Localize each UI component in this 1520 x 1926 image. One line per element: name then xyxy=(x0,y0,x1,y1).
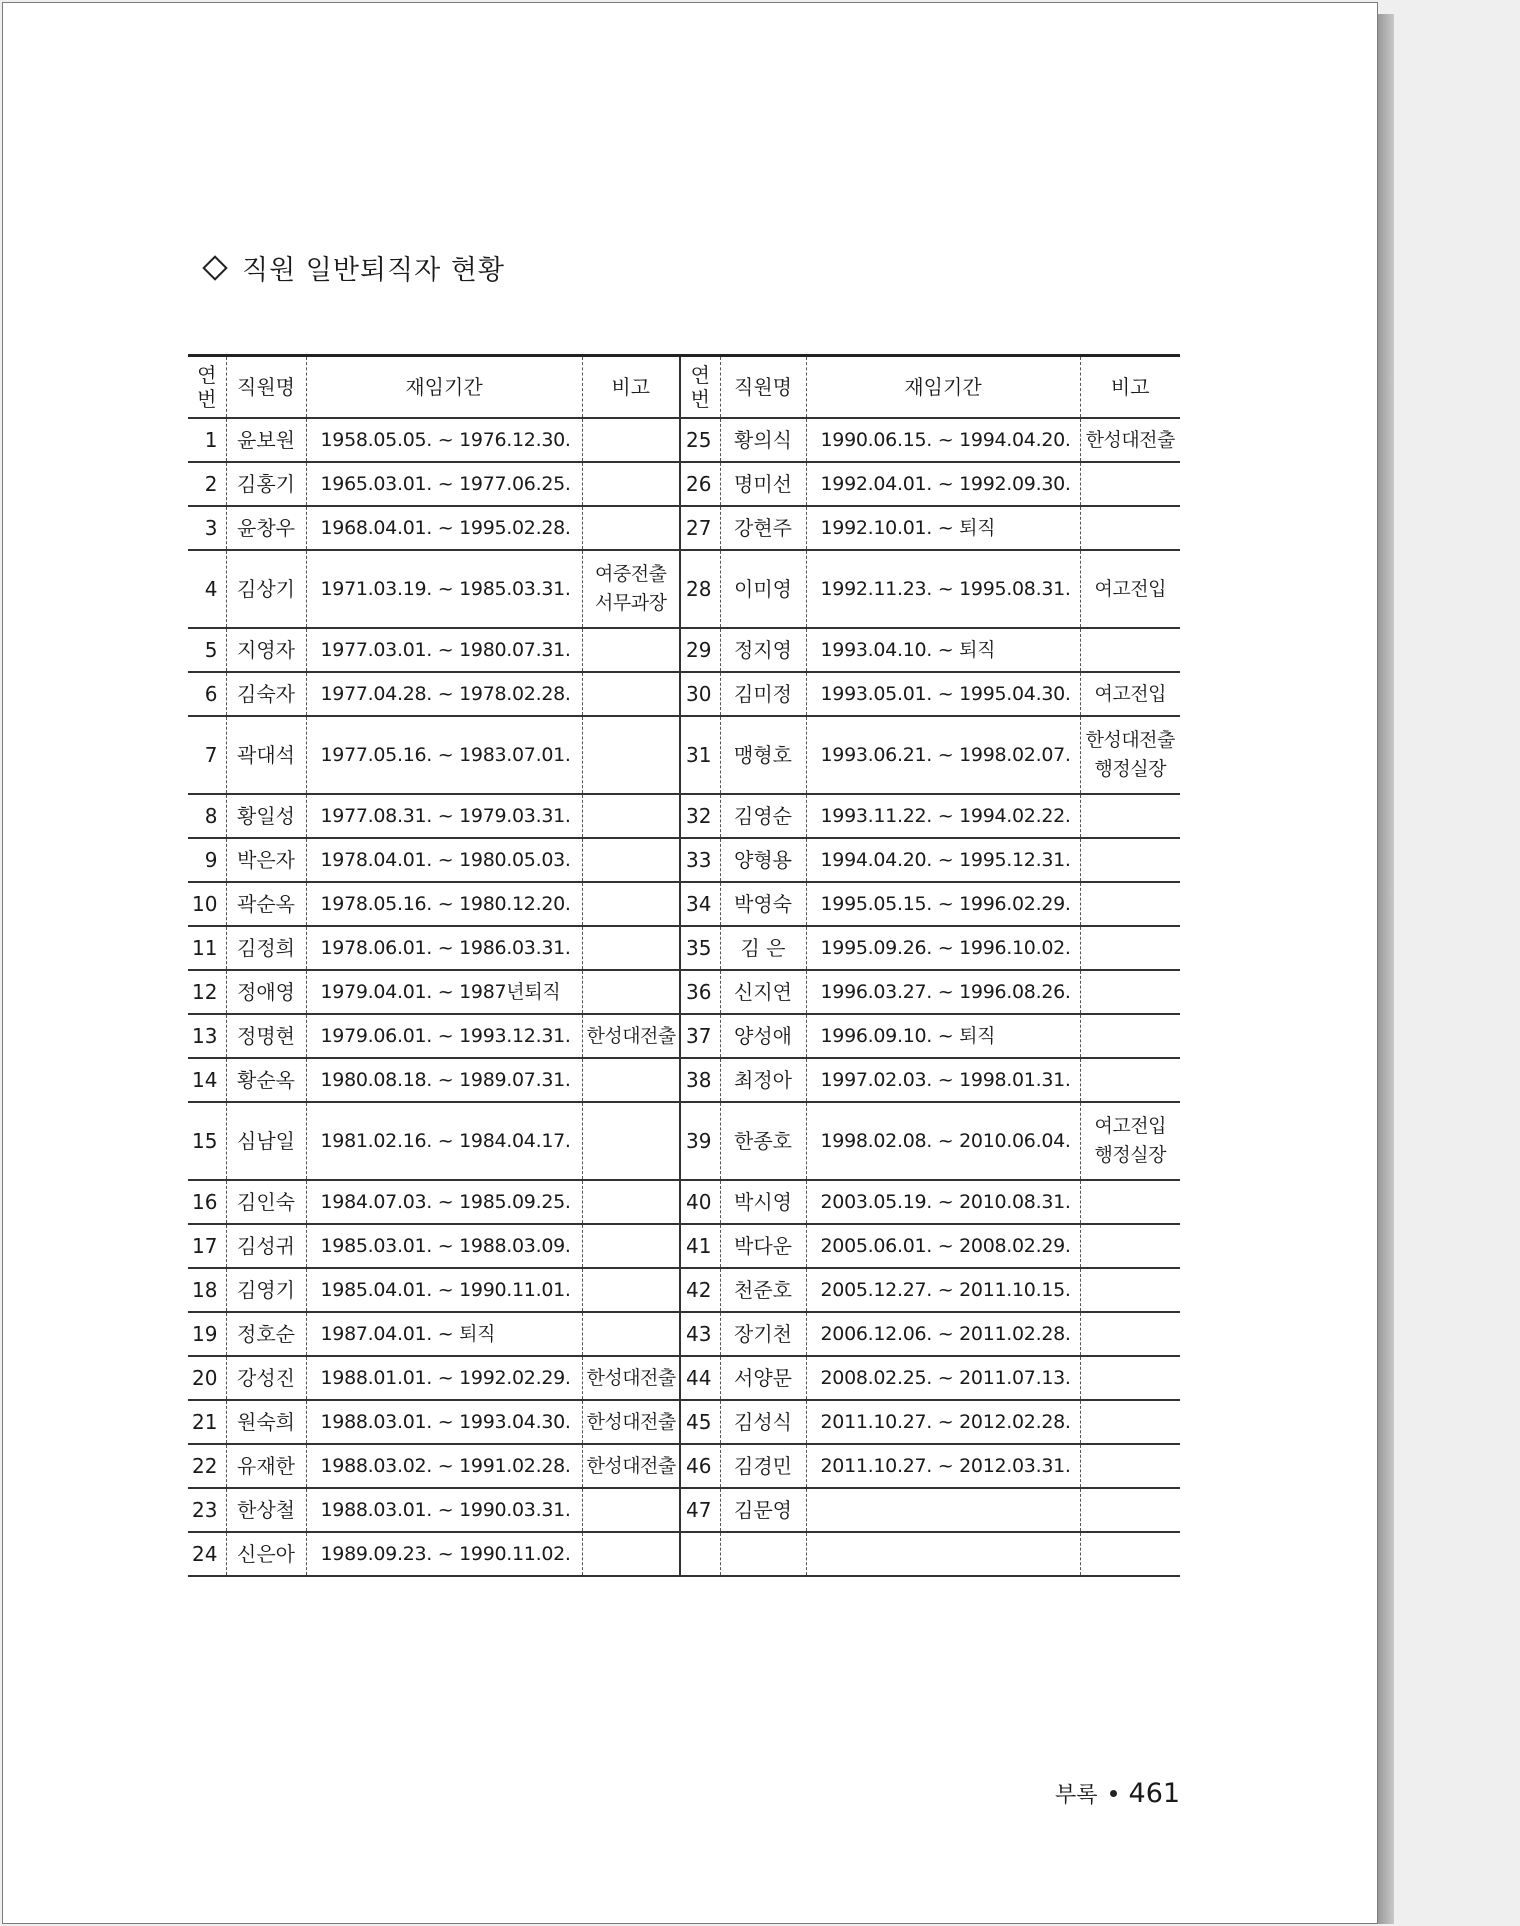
cell-period: 1995.09.26. ~ 1996.10.02. xyxy=(806,926,1080,970)
cell-note xyxy=(1080,1102,1180,1180)
table-row xyxy=(188,882,1180,926)
cell-note: 한성대전출 xyxy=(582,1444,680,1488)
table-row xyxy=(188,506,1180,550)
cell-num: 10 xyxy=(188,882,226,926)
cell-num: 34 xyxy=(680,882,720,926)
table-row xyxy=(188,550,1180,628)
cell-note xyxy=(582,418,680,462)
footer-section-label: 부록 xyxy=(1055,1783,1098,1808)
cell-name: 지영자 xyxy=(226,628,306,672)
cell-num: 9 xyxy=(188,838,226,882)
cell-period: 1993.05.01. ~ 1995.04.30. xyxy=(806,672,1080,716)
cell-note xyxy=(582,1180,680,1224)
cell-num: 26 xyxy=(680,462,720,506)
cell-period: 1993.04.10. ~ 퇴직 xyxy=(806,628,1080,672)
bullet-dot-icon xyxy=(1110,1790,1117,1797)
cell-note xyxy=(1080,970,1180,1014)
table-row xyxy=(188,794,1180,838)
cell-period: 1993.11.22. ~ 1994.02.22. xyxy=(806,794,1080,838)
cell-note: 한성대전출 xyxy=(582,1014,680,1058)
header-name: 직원명 xyxy=(226,356,306,419)
diamond-bullet-icon xyxy=(202,255,227,280)
cell-period: 1965.03.01. ~ 1977.06.25. xyxy=(306,462,582,506)
cell-num: 45 xyxy=(680,1400,720,1444)
cell-num: 6 xyxy=(188,672,226,716)
cell-num: 32 xyxy=(680,794,720,838)
cell-name: 윤보원 xyxy=(226,418,306,462)
cell-name: 김인숙 xyxy=(226,1180,306,1224)
cell-name: 김성식 xyxy=(720,1400,806,1444)
cell-num: 15 xyxy=(188,1102,226,1180)
cell-name: 장기천 xyxy=(720,1312,806,1356)
cell-note xyxy=(1080,716,1180,794)
cell-period: 1980.08.18. ~ 1989.07.31. xyxy=(306,1058,582,1102)
cell-period: 1989.09.23. ~ 1990.11.02. xyxy=(306,1532,582,1576)
note-line: 여고전입 xyxy=(1094,1115,1166,1137)
cell-period: 1978.05.16. ~ 1980.12.20. xyxy=(306,882,582,926)
cell-num: 40 xyxy=(680,1180,720,1224)
cell-num: 3 xyxy=(188,506,226,550)
cell-note xyxy=(1080,1014,1180,1058)
cell-note xyxy=(1080,882,1180,926)
cell-name: 김숙자 xyxy=(226,672,306,716)
cell-num: 14 xyxy=(188,1058,226,1102)
table-header-row xyxy=(188,356,1180,419)
header-num: 연 번 xyxy=(680,356,720,419)
cell-name: 김문영 xyxy=(720,1488,806,1532)
cell-num: 23 xyxy=(188,1488,226,1532)
cell-name: 황일성 xyxy=(226,794,306,838)
cell-note xyxy=(582,462,680,506)
cell-period xyxy=(806,1488,1080,1532)
cell-num: 39 xyxy=(680,1102,720,1180)
cell-note: 한성대전출 xyxy=(1080,418,1180,462)
cell-num: 8 xyxy=(188,794,226,838)
cell-num: 47 xyxy=(680,1488,720,1532)
cell-period: 1977.05.16. ~ 1983.07.01. xyxy=(306,716,582,794)
cell-num: 30 xyxy=(680,672,720,716)
header-period: 재임기간 xyxy=(806,356,1080,419)
cell-name: 곽순옥 xyxy=(226,882,306,926)
cell-num: 16 xyxy=(188,1180,226,1224)
table-row xyxy=(188,1312,1180,1356)
cell-period: 2011.10.27. ~ 2012.02.28. xyxy=(806,1400,1080,1444)
cell-period: 1984.07.03. ~ 1985.09.25. xyxy=(306,1180,582,1224)
table-row xyxy=(188,1444,1180,1488)
cell-period: 1985.04.01. ~ 1990.11.01. xyxy=(306,1268,582,1312)
header-note: 비고 xyxy=(582,356,680,419)
table-row xyxy=(188,1532,1180,1576)
section-title-text: 직원 일반퇴직자 현황 xyxy=(242,255,505,286)
cell-period: 2011.10.27. ~ 2012.03.31. xyxy=(806,1444,1080,1488)
table-row xyxy=(188,926,1180,970)
cell-note xyxy=(582,1224,680,1268)
table-row xyxy=(188,1180,1180,1224)
cell-num: 37 xyxy=(680,1014,720,1058)
cell-period: 1977.08.31. ~ 1979.03.31. xyxy=(306,794,582,838)
cell-num: 1 xyxy=(188,418,226,462)
cell-period: 1998.02.08. ~ 2010.06.04. xyxy=(806,1102,1080,1180)
cell-num: 4 xyxy=(188,550,226,628)
cell-note: 여고전입 xyxy=(1080,672,1180,716)
cell-period: 1978.04.01. ~ 1980.05.03. xyxy=(306,838,582,882)
cell-note xyxy=(582,672,680,716)
cell-name: 박영숙 xyxy=(720,882,806,926)
cell-period: 1979.04.01. ~ 1987년퇴직 xyxy=(306,970,582,1014)
cell-num: 27 xyxy=(680,506,720,550)
cell-num: 31 xyxy=(680,716,720,794)
table-row xyxy=(188,1224,1180,1268)
cell-period: 1997.02.03. ~ 1998.01.31. xyxy=(806,1058,1080,1102)
cell-name: 서양문 xyxy=(720,1356,806,1400)
cell-note: 여고전입 xyxy=(1080,550,1180,628)
cell-num: 36 xyxy=(680,970,720,1014)
table-row xyxy=(188,462,1180,506)
cell-num: 42 xyxy=(680,1268,720,1312)
cell-period: 1994.04.20. ~ 1995.12.31. xyxy=(806,838,1080,882)
cell-name: 양성애 xyxy=(720,1014,806,1058)
cell-period: 1988.03.02. ~ 1991.02.28. xyxy=(306,1444,582,1488)
page-number: 461 xyxy=(1128,1778,1181,1809)
table-row xyxy=(188,1400,1180,1444)
cell-name xyxy=(720,1532,806,1576)
cell-num: 25 xyxy=(680,418,720,462)
cell-name: 최정아 xyxy=(720,1058,806,1102)
cell-name: 유재한 xyxy=(226,1444,306,1488)
header-name: 직원명 xyxy=(720,356,806,419)
cell-num: 2 xyxy=(188,462,226,506)
cell-period: 1977.04.28. ~ 1978.02.28. xyxy=(306,672,582,716)
cell-num: 17 xyxy=(188,1224,226,1268)
cell-period: 1978.06.01. ~ 1986.03.31. xyxy=(306,926,582,970)
cell-note xyxy=(1080,1224,1180,1268)
cell-note xyxy=(582,1268,680,1312)
cell-name: 김경민 xyxy=(720,1444,806,1488)
cell-num: 5 xyxy=(188,628,226,672)
table-row xyxy=(188,1356,1180,1400)
table-row xyxy=(188,970,1180,1014)
cell-name: 신지연 xyxy=(720,970,806,1014)
cell-name: 김영기 xyxy=(226,1268,306,1312)
cell-period xyxy=(806,1532,1080,1576)
document-page xyxy=(2,2,1378,1924)
cell-note xyxy=(582,506,680,550)
cell-num: 41 xyxy=(680,1224,720,1268)
cell-name: 강현주 xyxy=(720,506,806,550)
page-footer xyxy=(1055,1778,1180,1809)
cell-period: 1958.05.05. ~ 1976.12.30. xyxy=(306,418,582,462)
table-row xyxy=(188,1058,1180,1102)
cell-num: 7 xyxy=(188,716,226,794)
cell-note xyxy=(1080,1058,1180,1102)
cell-note xyxy=(582,926,680,970)
cell-note xyxy=(582,628,680,672)
cell-num: 22 xyxy=(188,1444,226,1488)
cell-note xyxy=(582,1488,680,1532)
cell-name: 김홍기 xyxy=(226,462,306,506)
cell-note xyxy=(582,970,680,1014)
cell-name: 맹형호 xyxy=(720,716,806,794)
cell-name: 원숙희 xyxy=(226,1400,306,1444)
cell-num xyxy=(680,1532,720,1576)
table-body xyxy=(188,418,1180,1576)
cell-num: 29 xyxy=(680,628,720,672)
cell-name: 심남일 xyxy=(226,1102,306,1180)
cell-period: 2005.06.01. ~ 2008.02.29. xyxy=(806,1224,1080,1268)
cell-name: 황의식 xyxy=(720,418,806,462)
cell-num: 43 xyxy=(680,1312,720,1356)
cell-note xyxy=(1080,628,1180,672)
cell-num: 21 xyxy=(188,1400,226,1444)
cell-name: 정지영 xyxy=(720,628,806,672)
cell-name: 김상기 xyxy=(226,550,306,628)
cell-note xyxy=(582,716,680,794)
section-title xyxy=(206,248,505,287)
cell-note xyxy=(582,1532,680,1576)
note-line: 여중전출 xyxy=(595,563,667,585)
cell-name: 한종호 xyxy=(720,1102,806,1180)
cell-name: 윤창우 xyxy=(226,506,306,550)
cell-period: 2008.02.25. ~ 2011.07.13. xyxy=(806,1356,1080,1400)
cell-period: 1985.03.01. ~ 1988.03.09. xyxy=(306,1224,582,1268)
cell-name: 김성귀 xyxy=(226,1224,306,1268)
cell-note xyxy=(582,794,680,838)
cell-name: 정명현 xyxy=(226,1014,306,1058)
cell-num: 46 xyxy=(680,1444,720,1488)
cell-name: 황순옥 xyxy=(226,1058,306,1102)
cell-num: 20 xyxy=(188,1356,226,1400)
page-edge-shadow xyxy=(1378,14,1394,1924)
header-note: 비고 xyxy=(1080,356,1180,419)
note-line: 행정실장 xyxy=(1094,1144,1166,1166)
cell-name: 박시영 xyxy=(720,1180,806,1224)
cell-period: 1979.06.01. ~ 1993.12.31. xyxy=(306,1014,582,1058)
note-line: 행정실장 xyxy=(1094,758,1166,780)
cell-note xyxy=(1080,506,1180,550)
cell-period: 1977.03.01. ~ 1980.07.31. xyxy=(306,628,582,672)
cell-name: 이미영 xyxy=(720,550,806,628)
cell-name: 명미선 xyxy=(720,462,806,506)
cell-period: 1996.03.27. ~ 1996.08.26. xyxy=(806,970,1080,1014)
cell-note xyxy=(1080,462,1180,506)
header-num: 연 번 xyxy=(188,356,226,419)
cell-name: 정애영 xyxy=(226,970,306,1014)
cell-num: 44 xyxy=(680,1356,720,1400)
cell-note xyxy=(582,550,680,628)
cell-period: 1981.02.16. ~ 1984.04.17. xyxy=(306,1102,582,1180)
cell-note xyxy=(1080,794,1180,838)
cell-note: 한성대전출 xyxy=(582,1400,680,1444)
cell-period: 2005.12.27. ~ 2011.10.15. xyxy=(806,1268,1080,1312)
cell-note: 한성대전출 xyxy=(582,1356,680,1400)
cell-period: 2003.05.19. ~ 2010.08.31. xyxy=(806,1180,1080,1224)
table-row xyxy=(188,672,1180,716)
cell-note xyxy=(1080,1268,1180,1312)
cell-name: 곽대석 xyxy=(226,716,306,794)
cell-period: 1990.06.15. ~ 1994.04.20. xyxy=(806,418,1080,462)
cell-num: 24 xyxy=(188,1532,226,1576)
cell-num: 38 xyxy=(680,1058,720,1102)
table-row xyxy=(188,1102,1180,1180)
cell-name: 정호순 xyxy=(226,1312,306,1356)
cell-name: 김정희 xyxy=(226,926,306,970)
cell-period: 1995.05.15. ~ 1996.02.29. xyxy=(806,882,1080,926)
cell-note xyxy=(1080,1312,1180,1356)
cell-name: 박은자 xyxy=(226,838,306,882)
cell-period: 1993.06.21. ~ 1998.02.07. xyxy=(806,716,1080,794)
cell-note xyxy=(1080,1488,1180,1532)
cell-note xyxy=(1080,1356,1180,1400)
cell-name: 강성진 xyxy=(226,1356,306,1400)
cell-num: 28 xyxy=(680,550,720,628)
cell-name: 김영순 xyxy=(720,794,806,838)
cell-note xyxy=(582,1102,680,1180)
cell-note xyxy=(1080,926,1180,970)
cell-num: 33 xyxy=(680,838,720,882)
cell-period: 1988.03.01. ~ 1993.04.30. xyxy=(306,1400,582,1444)
cell-num: 11 xyxy=(188,926,226,970)
cell-name: 양형용 xyxy=(720,838,806,882)
header-period: 재임기간 xyxy=(306,356,582,419)
cell-period: 1971.03.19. ~ 1985.03.31. xyxy=(306,550,582,628)
cell-period: 2006.12.06. ~ 2011.02.28. xyxy=(806,1312,1080,1356)
cell-num: 12 xyxy=(188,970,226,1014)
table-row xyxy=(188,838,1180,882)
cell-name: 박다운 xyxy=(720,1224,806,1268)
cell-period: 1987.04.01. ~ 퇴직 xyxy=(306,1312,582,1356)
note-line: 서무과장 xyxy=(595,592,667,614)
cell-name: 김미정 xyxy=(720,672,806,716)
cell-note xyxy=(1080,1400,1180,1444)
table-row xyxy=(188,1268,1180,1312)
cell-period: 1996.09.10. ~ 퇴직 xyxy=(806,1014,1080,1058)
cell-num: 19 xyxy=(188,1312,226,1356)
table-row xyxy=(188,418,1180,462)
cell-name: 한상철 xyxy=(226,1488,306,1532)
cell-period: 1988.01.01. ~ 1992.02.29. xyxy=(306,1356,582,1400)
cell-num: 13 xyxy=(188,1014,226,1058)
table-row xyxy=(188,1014,1180,1058)
cell-period: 1992.10.01. ~ 퇴직 xyxy=(806,506,1080,550)
cell-note xyxy=(582,1058,680,1102)
cell-period: 1968.04.01. ~ 1995.02.28. xyxy=(306,506,582,550)
cell-note xyxy=(582,838,680,882)
table-row xyxy=(188,1488,1180,1532)
cell-name: 신은아 xyxy=(226,1532,306,1576)
cell-note xyxy=(1080,838,1180,882)
cell-period: 1988.03.01. ~ 1990.03.31. xyxy=(306,1488,582,1532)
cell-note xyxy=(1080,1444,1180,1488)
cell-note xyxy=(1080,1180,1180,1224)
table-row xyxy=(188,628,1180,672)
retired-staff-table xyxy=(188,354,1180,1577)
cell-period: 1992.04.01. ~ 1992.09.30. xyxy=(806,462,1080,506)
cell-note xyxy=(1080,1532,1180,1576)
cell-name: 천준호 xyxy=(720,1268,806,1312)
cell-note xyxy=(582,882,680,926)
cell-period: 1992.11.23. ~ 1995.08.31. xyxy=(806,550,1080,628)
table-row xyxy=(188,716,1180,794)
cell-num: 18 xyxy=(188,1268,226,1312)
note-line: 한성대전출 xyxy=(1085,729,1175,751)
cell-num: 35 xyxy=(680,926,720,970)
cell-note xyxy=(582,1312,680,1356)
cell-name: 김 은 xyxy=(720,926,806,970)
